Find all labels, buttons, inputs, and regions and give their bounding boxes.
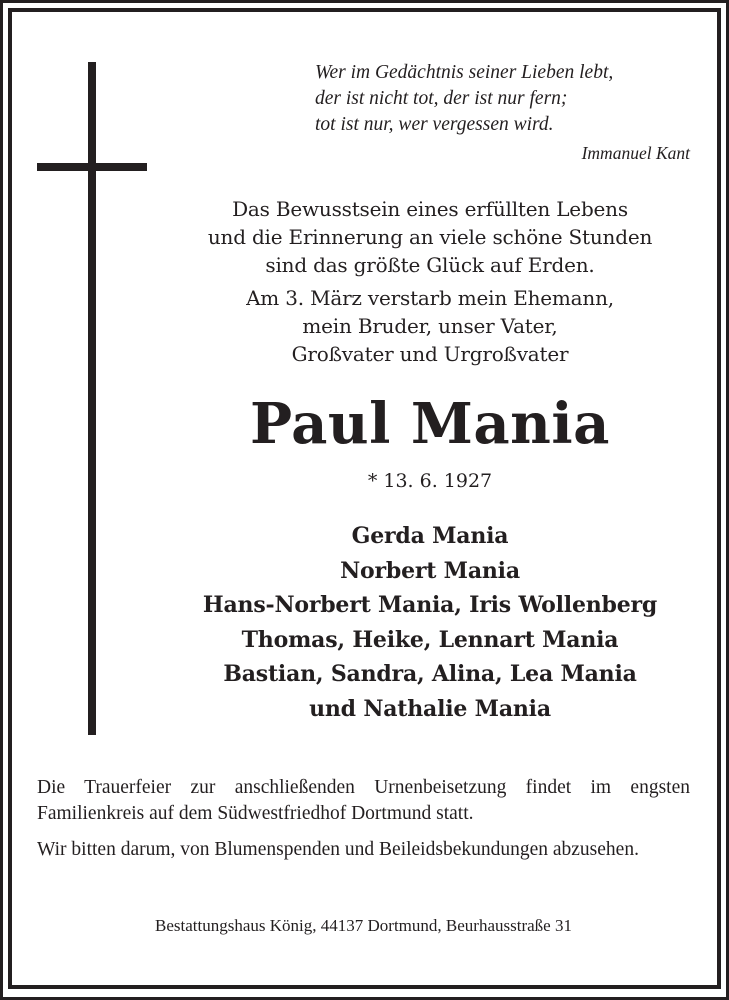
quote-line: tot ist nur, wer vergessen wird. bbox=[315, 114, 554, 135]
intro-line: Das Bewusstsein eines erfüllten Lebens bbox=[232, 197, 628, 221]
quote-block bbox=[315, 60, 695, 138]
funeral-home-footer: Bestattungshaus König, 44137 Dortmund, Beurhausstraße 31 bbox=[155, 916, 572, 935]
main-column bbox=[170, 195, 690, 726]
family-member: Norbert Mania bbox=[340, 557, 520, 584]
quote-line: Wer im Gedächtnis seiner Lieben lebt, bbox=[315, 62, 614, 83]
death-announcement-line: Am 3. März verstarb mein Ehemann, bbox=[246, 286, 614, 310]
family-member: und Nathalie Mania bbox=[309, 695, 551, 722]
family-member: Hans-Norbert Mania, Iris Wollenberg bbox=[202, 592, 658, 618]
family-member: Bastian, Sandra, Alina, Lea Mania bbox=[223, 661, 637, 687]
death-announcement-line: Großvater und Urgroßvater bbox=[291, 342, 569, 366]
notice-block bbox=[37, 775, 690, 873]
intro-line: und die Erinnerung an viele schöne Stunden bbox=[207, 225, 653, 249]
intro-text bbox=[170, 195, 690, 368]
family-member: Thomas, Heike, Lennart Mania bbox=[241, 626, 619, 653]
birth-date: * 13. 6. 1927 bbox=[367, 470, 493, 492]
deceased-name: Paul Mania bbox=[250, 391, 610, 457]
intro-line: sind das größte Glück auf Erden. bbox=[265, 253, 595, 277]
condolence-request: Wir bitten darum, von Blumenspenden und Beileidsbekundungen abzusehen. bbox=[37, 839, 639, 860]
death-announcement-line: mein Bruder, unser Vater, bbox=[302, 314, 558, 338]
ceremony-notice: Die Trauerfeier zur anschließenden Urnenbeisetzung findet im engsten Familienkreis auf dem Südwestfriedhof Dortmund statt. bbox=[37, 777, 690, 824]
quote-author: Immanuel Kant bbox=[581, 143, 690, 163]
quote-line: der ist nicht tot, der ist nur fern; bbox=[315, 88, 568, 109]
cross-horizontal-bar bbox=[37, 163, 147, 171]
family-list bbox=[170, 519, 690, 726]
family-member: Gerda Mania bbox=[351, 523, 509, 549]
